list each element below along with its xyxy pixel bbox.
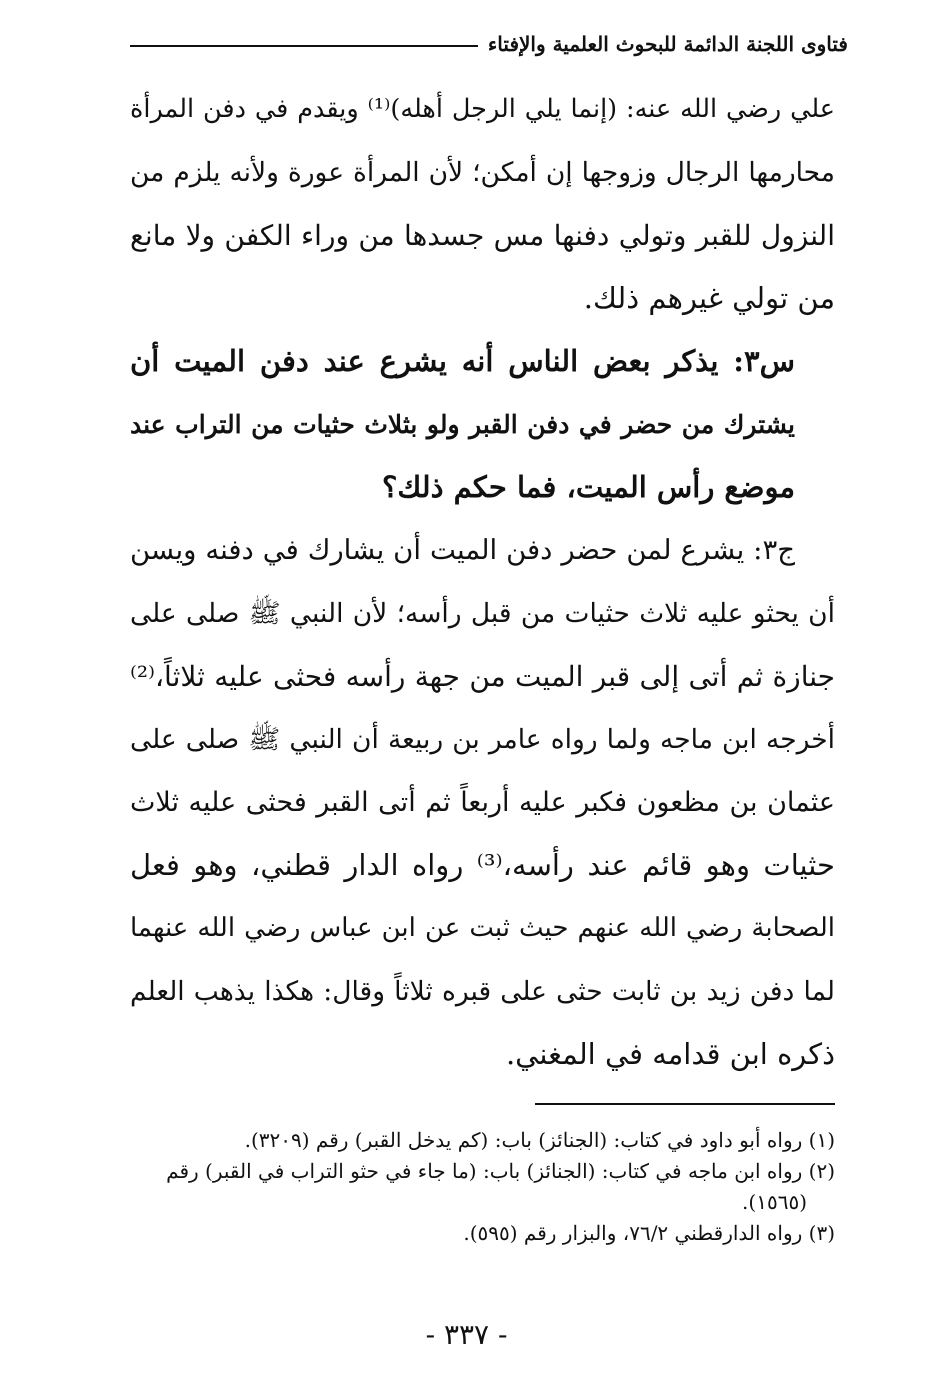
footnote-separator bbox=[535, 1103, 835, 1105]
body-line: محارمها الرجال وزوجها إن أمكن؛ لأن المرأة عورة ولأنه يلزم من bbox=[130, 157, 835, 188]
body-line: لما دفن زيد بن ثابت حثى على قبره ثلاثاً وقال: هكذا يذهب العلم bbox=[130, 976, 835, 1007]
body-line: أن يحثو عليه ثلاث حثيات من قبل رأسه؛ لأن النبي ﷺ صلى على bbox=[130, 598, 835, 629]
body-line: عثمان بن مظعون فكبر عليه أربعاً ثم أتى القبر فحثى عليه ثلاث bbox=[130, 787, 835, 818]
body-line: من تولي غيرهم ذلك. bbox=[583, 281, 835, 315]
body-line: جنازة ثم أتى إلى قبر الميت من جهة رأسه فحثى عليه ثلاثاً،⁽²⁾ bbox=[130, 660, 835, 693]
body-line: علي رضي الله عنه: (إنما يلي الرجل أهله)⁽¹⁾ ويقدم في دفن المرأة bbox=[130, 94, 835, 124]
question-line: يشترك من حضر في دفن القبر ولو بثلاث حثيات من التراب عند bbox=[130, 410, 795, 439]
body-text bbox=[130, 78, 835, 1086]
running-header bbox=[130, 32, 848, 56]
body-line: حثيات وهو قائم عند رأسه،⁽³⁾ رواه الدار قطني، وهو فعل bbox=[130, 848, 835, 882]
header-rule bbox=[130, 45, 478, 47]
page-number: - ٣٣٧ - bbox=[425, 1318, 508, 1351]
question-line: موضع رأس الميت، فما حكم ذلك؟ bbox=[381, 470, 795, 504]
body-line: أخرجه ابن ماجه ولما رواه عامر بن ربيعة أن النبي ﷺ صلى على bbox=[130, 724, 835, 755]
body-line: النزول للقبر وتولي دفنها مس جسدها من وراء الكفن ولا مانع bbox=[130, 219, 835, 252]
footnote-2-continued: (١٥٦٥). bbox=[742, 1190, 807, 1214]
header-title: فتاوى اللجنة الدائمة للبحوث العلمية والإفتاء bbox=[487, 32, 848, 56]
footnote-2: (٢) رواه ابن ماجه في كتاب: (الجنائز) باب: (ما جاء في حثو التراب في القبر) رقم bbox=[166, 1159, 835, 1183]
footnotes bbox=[130, 1125, 835, 1249]
question-line: س٣: يذكر بعض الناس أنه يشرع عند دفن الميت أن bbox=[130, 344, 795, 378]
body-line: الصحابة رضي الله عنهم حيث ثبت عن ابن عباس رضي الله عنهما bbox=[130, 913, 835, 943]
answer-line: ج٣: يشرع لمن حضر دفن الميت أن يشارك في دفنه ويسن bbox=[130, 534, 795, 566]
footnote-3: (٣) رواه الدارقطني ٧٦/٢، والبزار رقم (٥٩٥). bbox=[463, 1221, 835, 1245]
body-line: ذكره ابن قدامه في المغني. bbox=[505, 1037, 835, 1071]
footnote-1: (١) رواه أبو داود في كتاب: (الجنائز) باب: (كم يدخل القبر) رقم (٣٢٠٩). bbox=[244, 1128, 835, 1152]
